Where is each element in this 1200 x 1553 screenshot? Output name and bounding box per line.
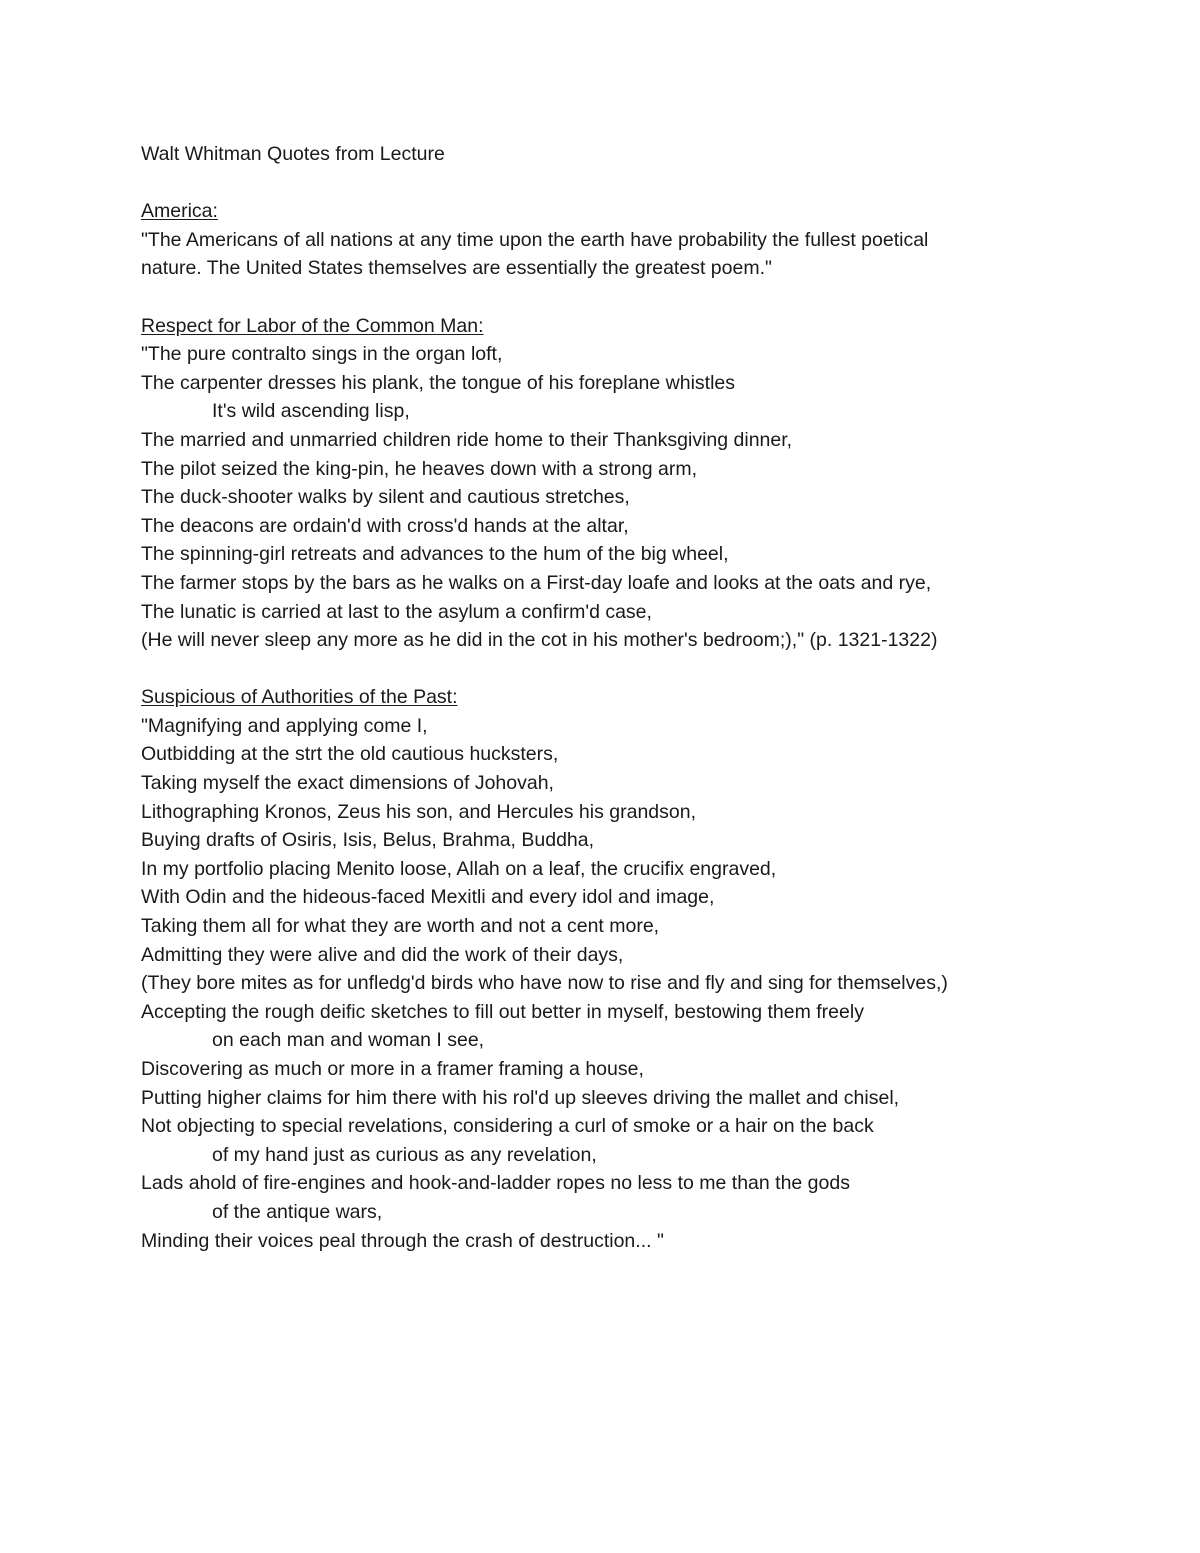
section-heading: Respect for Labor of the Common Man: — [141, 314, 484, 337]
quote-line: Buying drafts of Osiris, Isis, Belus, Brahma, Buddha, — [141, 829, 595, 852]
quote-line: Minding their voices peal through the crash of destruction... " — [141, 1229, 664, 1252]
spacer — [141, 655, 1141, 684]
quote-line: (They bore mites as for unfledg'd birds who have now to rise and fly and sing for themselves,) — [141, 972, 948, 995]
quote-line: on each man and woman I see, — [212, 1029, 485, 1052]
quote-line: In my portfolio placing Menito loose, Allah on a leaf, the crucifix engraved, — [141, 857, 777, 880]
quote-line: The lunatic is carried at last to the asylum a confirm'd case, — [141, 600, 652, 623]
quote-line: nature. The United States themselves are essentially the greatest poem." — [141, 257, 772, 280]
quote-line: (He will never sleep any more as he did in the cot in his mother's bedroom;)," (p. 1321-1322) — [141, 629, 938, 652]
quote-line: Discovering as much or more in a framer framing a house, — [141, 1058, 644, 1080]
section-heading: America: — [141, 200, 218, 223]
quote-line: It's wild ascending lisp, — [212, 400, 410, 423]
quote-line: "The Americans of all nations at any time upon the earth have probability the fullest poetical — [141, 228, 929, 251]
section-heading: Suspicious of Authorities of the Past: — [141, 686, 458, 709]
quote-line: The spinning-girl retreats and advances to the hum of the big wheel, — [141, 543, 729, 566]
quote-line: Admitting they were alive and did the work of their days, — [141, 943, 624, 966]
quote-line: of the antique wars, — [212, 1200, 383, 1223]
quote-line: "Magnifying and applying come I, — [141, 714, 428, 737]
quote-line: Taking them all for what they are worth and not a cent more, — [141, 915, 660, 938]
quote-line: Lads ahold of fire-engines and hook-and-ladder ropes no less to me than the gods — [141, 1172, 850, 1195]
quote-line: Putting higher claims for him there with his rol'd up sleeves driving the mallet and chisel, — [141, 1086, 900, 1109]
spacer — [141, 283, 1141, 312]
quote-line: Accepting the rough deific sketches to fill out better in myself, bestowing them freely — [141, 1000, 864, 1023]
section-respect-for-labor — [141, 312, 1141, 655]
quote-line: Lithographing Kronos, Zeus his son, and Hercules his grandson, — [141, 800, 696, 823]
quote-line: Outbidding at the strt the old cautious hucksters, — [141, 743, 559, 766]
document-page — [141, 140, 1141, 1255]
section-america — [141, 197, 1141, 283]
quote-line: The farmer stops by the bars as he walks on a First-day loafe and looks at the oats and rye, — [141, 571, 932, 594]
quote-line: The carpenter dresses his plank, the tongue of his foreplane whistles — [141, 371, 736, 394]
spacer — [141, 169, 1141, 198]
quote-line: Not objecting to special revelations, considering a curl of smoke or a hair on the back — [141, 1115, 874, 1138]
quote-line: With Odin and the hideous-faced Mexitli and every idol and image, — [141, 886, 715, 909]
quote-line: The married and unmarried children ride home to their Thanksgiving dinner, — [141, 428, 793, 451]
quote-line: of my hand just as curious as any revelation, — [212, 1143, 597, 1166]
document-title: Walt Whitman Quotes from Lecture — [141, 143, 445, 165]
quote-line: "The pure contralto sings in the organ loft, — [141, 343, 503, 366]
quote-line: The duck-shooter walks by silent and cautious stretches, — [141, 486, 630, 509]
quote-line: The deacons are ordain'd with cross'd hands at the altar, — [141, 514, 629, 537]
quote-line: Taking myself the exact dimensions of Johovah, — [141, 772, 554, 795]
quote-line: The pilot seized the king-pin, he heaves down with a strong arm, — [141, 457, 698, 480]
section-suspicious-of-authorities — [141, 683, 1141, 1255]
